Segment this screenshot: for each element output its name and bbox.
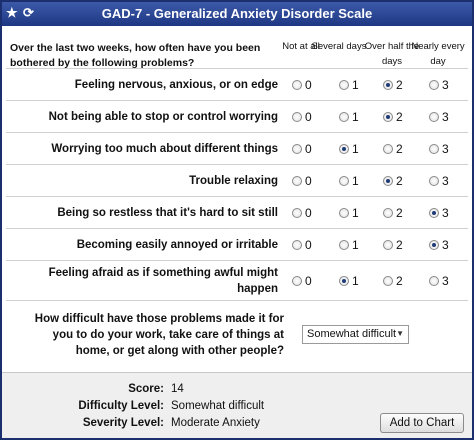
question-label: Becoming easily annoyed or irritable <box>76 239 278 251</box>
option-value: 0 <box>305 238 312 252</box>
score-value: 14 <box>171 383 184 395</box>
radio-button[interactable] <box>292 112 302 122</box>
radio-button[interactable] <box>339 80 349 90</box>
option-value: 3 <box>442 142 449 156</box>
answer-option-0[interactable] <box>292 238 312 252</box>
radio-button[interactable] <box>339 208 349 218</box>
answer-option-2[interactable] <box>383 274 403 288</box>
column-header-3: Nearly every day <box>411 41 465 67</box>
answer-option-1[interactable] <box>339 274 359 288</box>
answer-option-3[interactable] <box>429 274 449 288</box>
answer-option-0[interactable] <box>292 110 312 124</box>
answer-option-3[interactable] <box>429 174 449 188</box>
answer-option-1[interactable] <box>339 142 359 156</box>
option-value: 2 <box>396 142 403 156</box>
answer-option-0[interactable] <box>292 274 312 288</box>
radio-button[interactable] <box>383 176 393 186</box>
option-value: 1 <box>352 78 359 92</box>
questionnaire <box>2 26 472 372</box>
radio-button[interactable] <box>292 240 302 250</box>
radio-button[interactable] <box>292 208 302 218</box>
answer-option-3[interactable] <box>429 110 449 124</box>
results-panel <box>2 372 472 438</box>
option-value: 3 <box>442 206 449 220</box>
column-header-0: Not at all <box>282 41 320 52</box>
chevron-down-icon: ▼ <box>396 329 404 338</box>
question-row <box>6 100 468 132</box>
answer-option-0[interactable] <box>292 78 312 92</box>
answer-option-2[interactable] <box>383 142 403 156</box>
radio-button[interactable] <box>429 276 439 286</box>
question-row <box>6 68 468 100</box>
radio-button[interactable] <box>429 208 439 218</box>
radio-button[interactable] <box>429 176 439 186</box>
answer-option-3[interactable] <box>429 142 449 156</box>
option-value: 1 <box>352 142 359 156</box>
difficulty-level-label: Difficulty Level: <box>78 400 164 412</box>
option-value: 1 <box>352 274 359 288</box>
option-value: 3 <box>442 78 449 92</box>
question-label: Feeling afraid as if something awful might happen <box>48 267 278 295</box>
add-to-chart-button[interactable]: Add to Chart <box>380 413 464 433</box>
radio-button[interactable] <box>429 80 439 90</box>
question-label: Not being able to stop or control worrying <box>48 111 278 123</box>
option-value: 3 <box>442 238 449 252</box>
option-value: 1 <box>352 174 359 188</box>
option-value: 0 <box>305 174 312 188</box>
option-value: 3 <box>442 110 449 124</box>
radio-button[interactable] <box>383 144 393 154</box>
radio-button[interactable] <box>429 240 439 250</box>
radio-button[interactable] <box>429 144 439 154</box>
option-value: 0 <box>305 274 312 288</box>
answer-option-1[interactable] <box>339 78 359 92</box>
column-header-1: Several days <box>311 41 367 52</box>
difficulty-select[interactable] <box>302 325 409 344</box>
question-row <box>6 260 468 300</box>
answer-option-0[interactable] <box>292 174 312 188</box>
answer-option-2[interactable] <box>383 78 403 92</box>
option-value: 1 <box>352 110 359 124</box>
answer-option-0[interactable] <box>292 206 312 220</box>
difficulty-question-label: How difficult have those problems made it for you to do your work, take care of things at home, or get along with other people? <box>34 313 284 357</box>
radio-button[interactable] <box>429 112 439 122</box>
answer-option-3[interactable] <box>429 78 449 92</box>
question-row <box>6 196 468 228</box>
answer-option-3[interactable] <box>429 206 449 220</box>
window-title: GAD-7 - Generalized Anxiety Disorder Scale <box>101 6 373 21</box>
severity-level-label: Severity Level: <box>82 417 164 429</box>
answer-option-2[interactable] <box>383 174 403 188</box>
severity-level-value: Moderate Anxiety <box>171 417 260 429</box>
radio-button[interactable] <box>292 276 302 286</box>
option-value: 3 <box>442 174 449 188</box>
radio-button[interactable] <box>383 276 393 286</box>
radio-button[interactable] <box>292 176 302 186</box>
score-label: Score: <box>128 383 164 395</box>
question-row <box>6 132 468 164</box>
radio-button[interactable] <box>339 276 349 286</box>
answer-option-1[interactable] <box>339 238 359 252</box>
option-value: 2 <box>396 238 403 252</box>
radio-button[interactable] <box>292 144 302 154</box>
option-value: 2 <box>396 78 403 92</box>
option-value: 2 <box>396 274 403 288</box>
option-value: 1 <box>352 206 359 220</box>
question-row <box>6 228 468 260</box>
answer-option-0[interactable] <box>292 142 312 156</box>
answer-option-1[interactable] <box>339 110 359 124</box>
question-label: Trouble relaxing <box>189 175 278 187</box>
radio-button[interactable] <box>339 240 349 250</box>
answer-option-2[interactable] <box>383 206 403 220</box>
option-value: 0 <box>305 110 312 124</box>
radio-button[interactable] <box>383 208 393 218</box>
question-prompt: Over the last two weeks, how often have you been bothered by the following problems? <box>10 42 261 69</box>
option-value: 0 <box>305 206 312 220</box>
radio-button[interactable] <box>383 240 393 250</box>
answer-option-2[interactable] <box>383 238 403 252</box>
option-value: 2 <box>396 206 403 220</box>
refresh-icon[interactable]: ⟳ <box>23 5 34 20</box>
radio-button[interactable] <box>339 176 349 186</box>
option-value: 0 <box>305 78 312 92</box>
option-value: 0 <box>305 142 312 156</box>
question-label: Feeling nervous, anxious, or on edge <box>74 79 278 91</box>
radio-button[interactable] <box>383 80 393 90</box>
difficulty-question-row <box>6 300 468 372</box>
option-value: 2 <box>396 110 403 124</box>
question-row <box>6 164 468 196</box>
answer-option-2[interactable] <box>383 110 403 124</box>
radio-button[interactable] <box>339 112 349 122</box>
difficulty-select-value: Somewhat difficult <box>307 328 397 340</box>
star-icon[interactable]: ★ <box>6 5 18 20</box>
radio-button[interactable] <box>383 112 393 122</box>
answer-option-3[interactable] <box>429 238 449 252</box>
option-value: 1 <box>352 238 359 252</box>
column-header-2: Over half the days <box>364 41 420 67</box>
option-value: 3 <box>442 274 449 288</box>
question-label: Worrying too much about different things <box>51 143 278 155</box>
radio-button[interactable] <box>292 80 302 90</box>
radio-button[interactable] <box>339 144 349 154</box>
difficulty-level-value: Somewhat difficult <box>171 400 265 412</box>
answer-option-1[interactable] <box>339 174 359 188</box>
title-bar <box>2 2 472 26</box>
answer-option-1[interactable] <box>339 206 359 220</box>
option-value: 2 <box>396 174 403 188</box>
question-label: Being so restless that it's hard to sit still <box>57 207 278 219</box>
